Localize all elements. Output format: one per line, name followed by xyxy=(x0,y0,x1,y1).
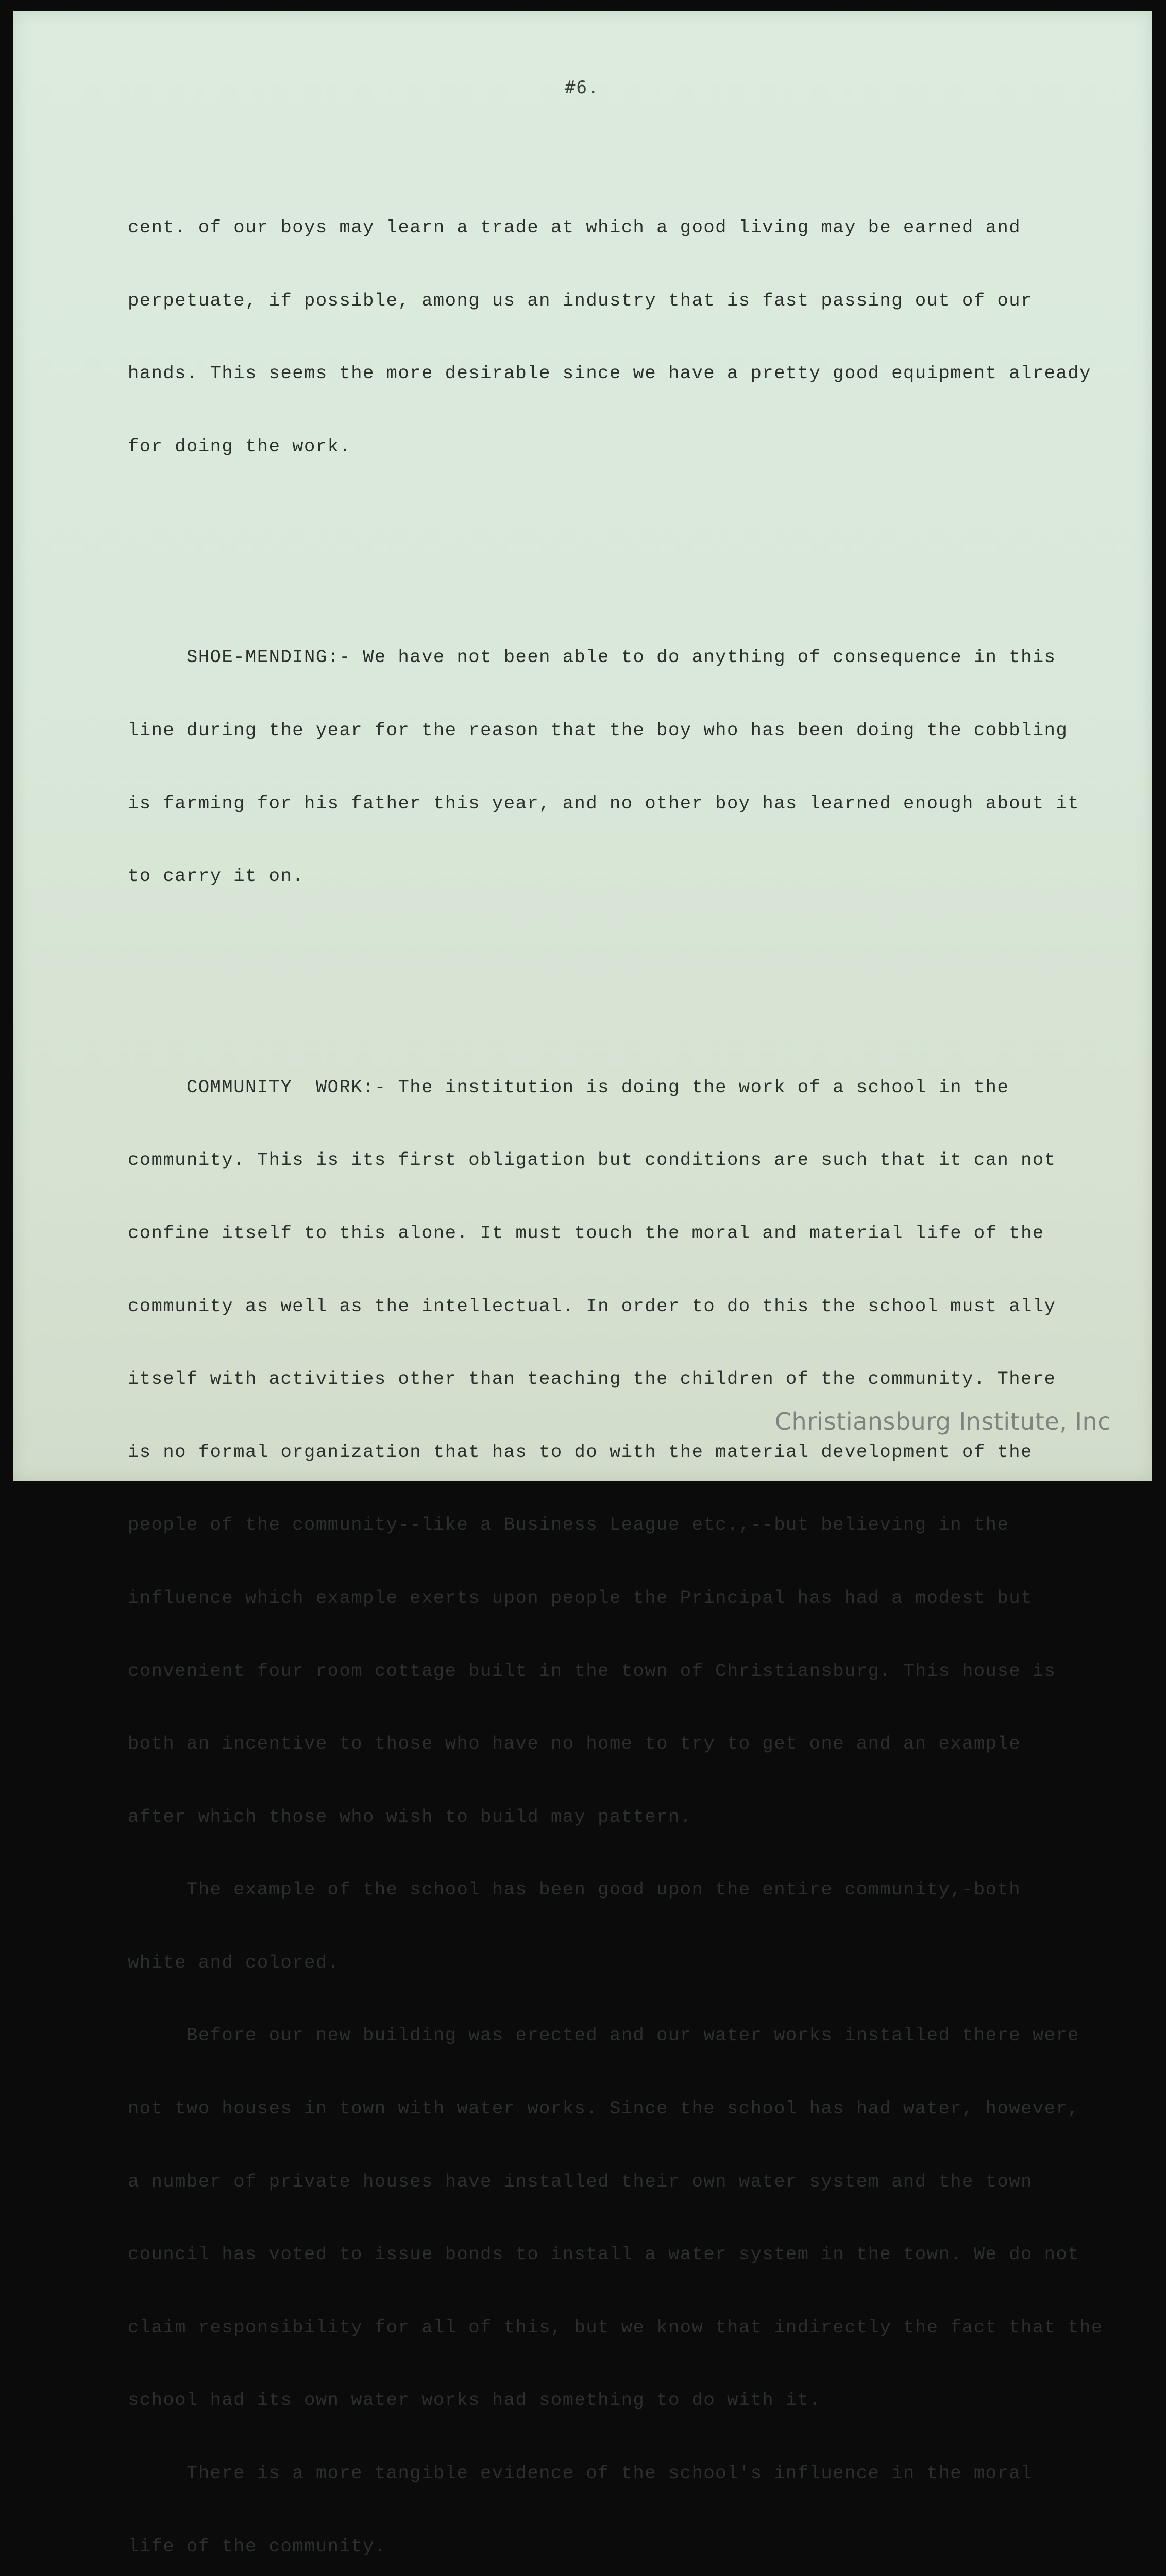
text-line: cent. of our boys may learn a trade at which a good living may be earned and xyxy=(128,217,1021,238)
document-page xyxy=(13,11,1152,2557)
text-line: itself with activities other than teaching the children of the community. There xyxy=(128,1368,1056,1390)
text-line: a number of private houses have installed their own water system and the town xyxy=(128,2171,1033,2192)
text-line: hands. This seems the more desirable since we have a pretty good equipment already xyxy=(128,363,1091,384)
text-line: COMMUNITY WORK:- The institution is doing the work of a school in the xyxy=(128,1076,1009,1098)
paragraph-shoe-mending xyxy=(128,600,1153,934)
watermark: Christiansburg Institute, Inc xyxy=(774,1408,1111,1435)
text-line: perpetuate, if possible, among us an industry that is fast passing out of our xyxy=(128,290,1033,311)
text-line: confine itself to this alone. It must touch the moral and material life of the xyxy=(128,1222,1044,1244)
text-line: white and colored. xyxy=(128,1952,340,1973)
document-body xyxy=(128,128,1153,2576)
text-line: SHOE-MENDING:- We have not been able to do anything of consequence in this xyxy=(128,647,1056,668)
text-line: council has voted to issue bonds to install a water system in the town. We do not xyxy=(128,2244,1080,2265)
text-line: line during the year for the reason that the boy who has been doing the cobbling xyxy=(128,719,1068,741)
page-number: #6. xyxy=(565,77,600,98)
paragraph-gap xyxy=(128,546,1153,557)
text-line: Before our new building was erected and our water works installed there were xyxy=(128,2025,1080,2046)
text-line: for doing the work. xyxy=(128,435,351,457)
text-line: community as well as the intellectual. In order to do this the school must ally xyxy=(128,1295,1056,1317)
text-line: claim responsibility for all of this, but we know that indirectly the fact that the xyxy=(128,2316,1103,2338)
text-line: both an incentive to those who have no home to try to get one and an example xyxy=(128,1733,1021,1755)
text-line: people of the community--like a Business League etc.,--but believing in the xyxy=(128,1514,1009,1536)
text-line: life of the community. xyxy=(128,2535,386,2557)
text-line: is no formal organization that has to do with the material development of the xyxy=(128,1441,1033,1463)
text-line: community. This is its first obligation but conditions are such that it can not xyxy=(128,1149,1056,1171)
text-line: to carry it on. xyxy=(128,866,305,887)
paragraph-gap xyxy=(128,976,1153,988)
text-line: influence which example exerts upon people the Principal has had a modest but xyxy=(128,1587,1033,1608)
text-line: after which those who wish to build may pattern. xyxy=(128,1806,692,1827)
text-line: convenient four room cottage built in the town of Christiansburg. This house is xyxy=(128,1660,1056,1682)
text-line: is farming for his father this year, and no other boy has learned enough about it xyxy=(128,792,1080,814)
paragraph-trades xyxy=(128,170,1153,504)
text-line: The example of the school has been good upon the entire community,-both xyxy=(128,1879,1021,1901)
paragraph-community-work xyxy=(128,1030,1153,2576)
text-line: not two houses in town with water works. Since the school has had water, however, xyxy=(128,2098,1080,2120)
text-line: There is a more tangible evidence of the school's influence in the moral xyxy=(128,2463,1033,2484)
text-line: school had its own water works had something to do with it. xyxy=(128,2389,821,2411)
